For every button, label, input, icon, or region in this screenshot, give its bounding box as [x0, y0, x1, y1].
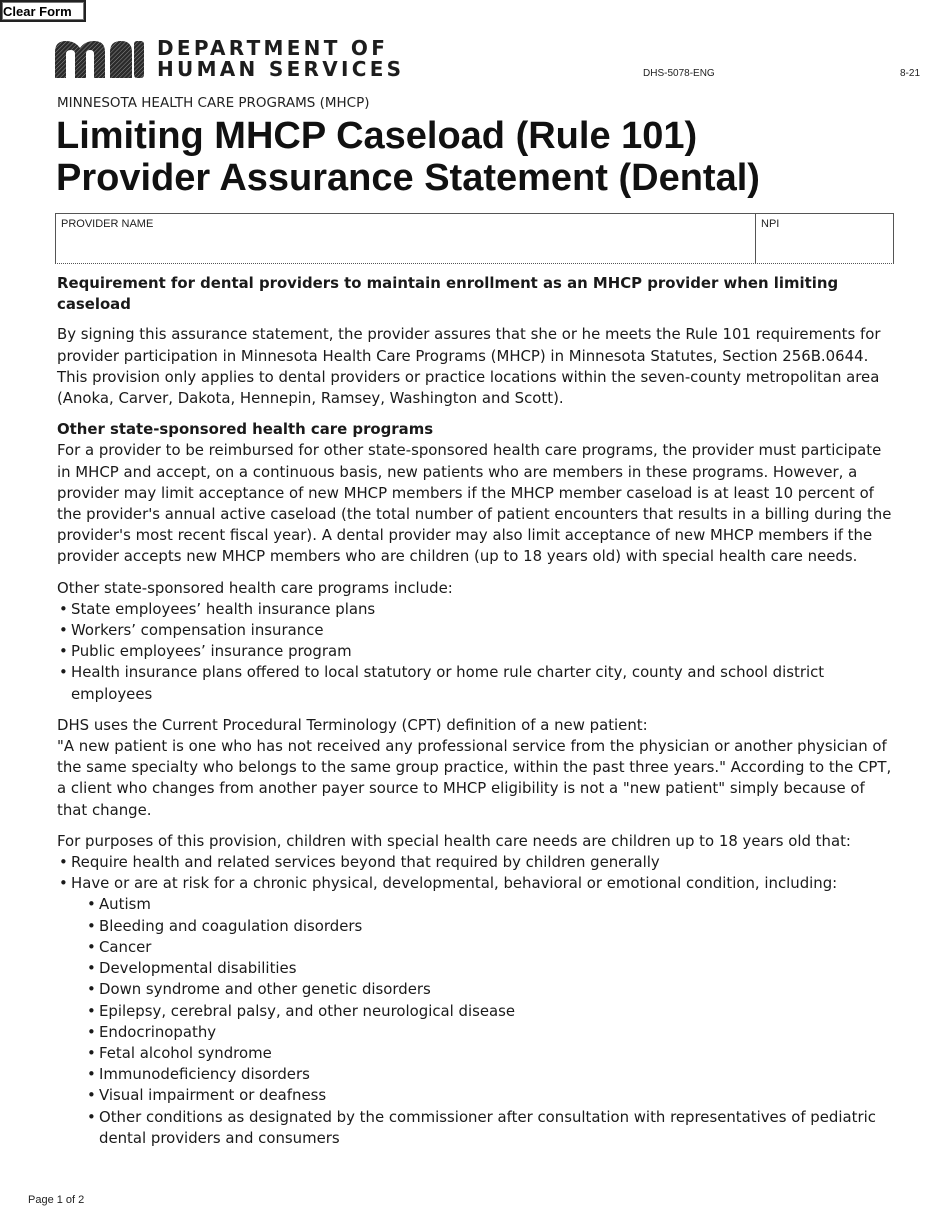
list-item: • Immunodeficiency disorders: [85, 1064, 897, 1085]
programs-intro: Other state-sponsored health care programs include:: [57, 578, 453, 597]
list-item: • Epilepsy, cerebral palsy, and other neurological disease: [85, 1001, 897, 1022]
page-number: Page 1 of 2: [28, 1194, 85, 1206]
revision-date: 8-21: [900, 68, 921, 79]
cpt-intro: DHS uses the Current Procedural Terminology (CPT) definition of a new patient:: [57, 715, 648, 734]
title-line-2: Provider Assurance Statement (Dental): [56, 157, 760, 199]
list-item: • Bleeding and coagulation disorders: [85, 916, 897, 937]
program-name: MINNESOTA HEALTH CARE PROGRAMS (MHCP): [57, 95, 370, 111]
list-item: [57, 873, 897, 1149]
list-item: • Other conditions as designated by the commissioner after consultation with representatives of pediatric dental providers and consumers: [85, 1107, 897, 1149]
other-programs-paragraph: For a provider to be reimbursed for other state-sponsored health care programs, the provider must participate in MHCP and accept, on a continuous basis, new patients who are members in these programs. However, a provider may limit acceptance of new MHCP members if the MHCP member caseload is at least 10 percent of the provider's annual active caseload (the total number of patient encounters that results in a billing during the provider's most recent fiscal year). A dental provider may also limit acceptance of new MHCP members if the provider accepts new MHCP members who are children (up to 18 years old) with special health care needs.: [57, 441, 892, 566]
list-item: • Developmental disabilities: [85, 958, 897, 979]
list-item: • State employees’ health insurance plans: [57, 599, 897, 620]
list-item: • Public employees’ insurance program: [57, 641, 897, 662]
list-item: • Fetal alcohol syndrome: [85, 1043, 897, 1064]
list-item: • Health insurance plans offered to local statutory or home rule charter city, county and school district employees: [57, 662, 897, 704]
provider-name-input[interactable]: [59, 234, 752, 260]
list-item: • Autism: [85, 894, 897, 915]
department-line-1: DEPARTMENT OF: [157, 36, 389, 60]
list-item: • Endocrinopathy: [85, 1022, 897, 1043]
dhs-logo-icon: [55, 40, 145, 78]
list-item-text: Have or are at risk for a chronic physical, developmental, behavioral or emotional condition, including:: [71, 874, 838, 893]
form-body: [57, 273, 897, 1159]
npi-label: NPI: [761, 218, 780, 230]
children-criteria-list: [57, 852, 897, 1149]
list-item: • Require health and related services beyond that required by children generally: [57, 852, 897, 873]
list-item: • Down syndrome and other genetic disorders: [85, 979, 897, 1000]
programs-list: [57, 599, 897, 705]
children-intro: For purposes of this provision, children with special health care needs are children up to 18 years old that:: [57, 831, 851, 850]
provider-name-label: PROVIDER NAME: [61, 218, 154, 230]
form-code: DHS-5078-ENG: [643, 68, 715, 79]
npi-cell: [756, 214, 893, 263]
clear-form-button[interactable]: Clear Form: [0, 0, 86, 22]
npi-input[interactable]: [759, 234, 890, 260]
department-line-2: HUMAN SERVICES: [157, 57, 405, 81]
department-name: [157, 38, 404, 80]
list-item: • Workers’ compensation insurance: [57, 620, 897, 641]
intro-paragraph: By signing this assurance statement, the provider assures that she or he meets the Rule 101 requirements for provider participation in Minnesota Health Care Programs (MHCP) in Minnesota Statutes, Section 256B.0644. This provision only applies to dental providers or practice locations within the seven-county metropolitan area (Anoka, Carver, Dakota, Hennepin, Ramsey, Washington and Scott).: [57, 325, 881, 408]
other-programs-heading: Other state-sponsored health care programs: [57, 420, 434, 439]
list-item: • Cancer: [85, 937, 897, 958]
list-item: • Visual impairment or deafness: [85, 1085, 897, 1106]
cpt-definition: "A new patient is one who has not received any professional service from the physician or another physician of the same specialty who belongs to the same group practice, within the past three years." According to the CPT, a client who changes from another payer source to MHCP eligibility is not a "new patient" simply because of that change.: [57, 737, 892, 819]
title-line-1: Limiting MHCP Caseload (Rule 101): [56, 115, 698, 157]
conditions-list: [71, 894, 897, 1148]
provider-info-fields: [55, 213, 894, 264]
provider-name-cell: [56, 214, 756, 263]
page-title: [56, 115, 760, 199]
requirement-heading: Requirement for dental providers to maintain enrollment as an MHCP provider when limiting caseload: [57, 274, 839, 314]
